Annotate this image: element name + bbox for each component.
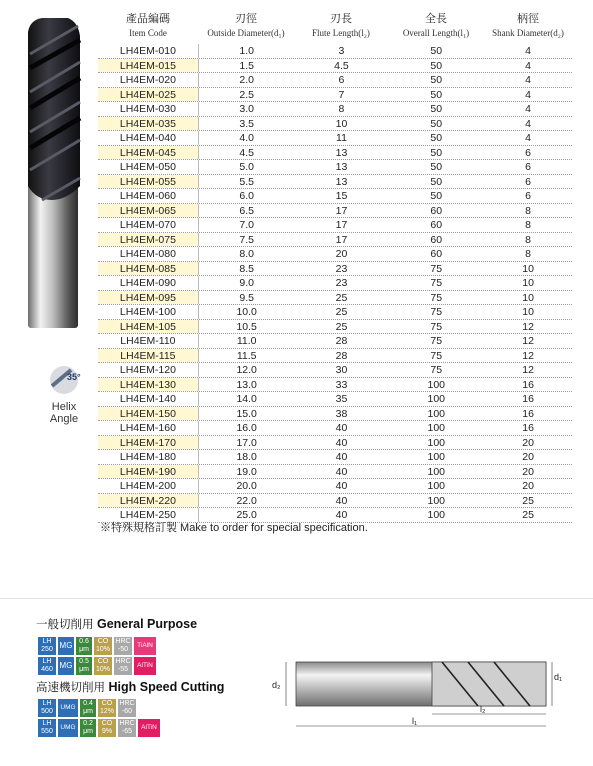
table-cell: 4	[525, 132, 531, 144]
table-cell: 30	[335, 364, 348, 376]
table-cell: 100	[427, 407, 446, 420]
grain-size-badge	[76, 657, 92, 675]
hardness-badge-text: -65	[121, 728, 133, 735]
table-cell: 17.0	[198, 436, 295, 450]
item-code-cell: LH4EM-035	[98, 117, 198, 131]
divider	[0, 598, 593, 599]
item-code-cell: LH4EM-220	[98, 494, 198, 508]
table-cell: 11.5	[198, 349, 295, 363]
table-cell: 8	[525, 204, 531, 217]
table-cell: 25	[335, 306, 348, 318]
helix-angle-value: 35°	[67, 372, 81, 382]
table-cell: 10.5	[198, 320, 295, 334]
table-header	[98, 10, 572, 44]
table-cell: 13.0	[198, 378, 295, 392]
table-cell: 60	[430, 248, 443, 260]
table-cell: 40	[335, 465, 348, 478]
item-code-cell: LH4EM-080	[98, 247, 198, 261]
table-cell: 7.0	[198, 218, 295, 232]
item-code-cell: LH4EM-150	[98, 407, 198, 421]
item-code-cell: LH4EM-170	[98, 436, 198, 450]
table-cell: 15	[335, 190, 348, 202]
table-cell: 75	[430, 335, 443, 347]
general-title-zh: 一般切削用	[36, 617, 94, 631]
l2-label: l₂	[480, 704, 486, 714]
material-badge: MG	[58, 657, 74, 675]
hardness-badge-text: -60	[121, 708, 133, 715]
cobalt-badge-text: CO	[101, 720, 113, 727]
table-row	[98, 494, 572, 509]
table-cell: 6	[525, 146, 531, 159]
table-row	[98, 262, 572, 277]
table-cell: 4.5	[334, 59, 349, 72]
table-cell: 100	[427, 422, 446, 434]
table-cell: 16	[522, 393, 534, 405]
table-cell: 75	[430, 349, 443, 362]
table-cell: 19.0	[198, 465, 295, 479]
coating-badge: AlTiN	[134, 657, 156, 675]
grain-size-badge-text: μm	[83, 728, 93, 735]
coating-badge: TiAlN	[134, 637, 156, 655]
table-row	[98, 146, 572, 161]
grain-size-badge-text: 0.6	[79, 638, 89, 645]
table-cell: 6.5	[198, 204, 295, 218]
item-code-cell: LH4EM-070	[98, 218, 198, 232]
material-badge: UMG	[58, 699, 78, 717]
table-cell: 9.0	[198, 276, 295, 290]
table-cell: 8	[525, 248, 531, 260]
header-zh: 產品編碼	[126, 13, 170, 25]
table-cell: 6.0	[198, 189, 295, 203]
table-cell: 75	[430, 364, 443, 376]
table-row	[98, 421, 572, 436]
grade-badge	[38, 657, 56, 675]
table-cell: 2.5	[198, 88, 295, 102]
table-cell: 50	[430, 190, 443, 202]
table-cell: 23	[335, 277, 348, 289]
table-cell: 25.0	[198, 508, 295, 522]
table-cell: 6	[338, 74, 345, 86]
hardness-badge-text: -55	[117, 666, 129, 673]
table-cell: 4	[525, 45, 531, 57]
table-row	[98, 407, 572, 422]
high-speed-title	[36, 679, 224, 695]
table-row	[98, 233, 572, 248]
header-en: Outside Diameter(d₁)	[207, 28, 285, 38]
item-code-cell: LH4EM-025	[98, 88, 198, 102]
grade-badge-text: 460	[41, 666, 53, 673]
grain-size-badge-text: μm	[83, 708, 93, 715]
item-code-cell: LH4EM-100	[98, 305, 198, 319]
dimension-diagram	[272, 640, 562, 736]
cobalt-badge-text: CO	[97, 638, 109, 645]
table-cell: 20.0	[198, 479, 295, 493]
item-code-cell: LH4EM-020	[98, 73, 198, 87]
table-cell: 50	[430, 146, 443, 159]
header-zh: 刃徑	[235, 13, 257, 25]
table-cell: 10	[335, 117, 348, 130]
item-code-cell: LH4EM-030	[98, 102, 198, 116]
grain-size-badge	[76, 637, 92, 655]
item-code-cell: LH4EM-090	[98, 276, 198, 290]
item-code-cell: LH4EM-180	[98, 450, 198, 464]
table-cell: 1.5	[198, 59, 295, 73]
general-badge-row	[38, 637, 156, 655]
table-cell: 3.0	[198, 102, 295, 116]
grade-badge	[38, 719, 56, 737]
table-cell: 50	[430, 59, 443, 72]
table-cell: 10	[522, 277, 534, 289]
table-cell: 100	[427, 451, 446, 463]
table-cell: 100	[427, 509, 446, 521]
table-cell: 100	[427, 378, 446, 391]
table-cell: 40	[335, 436, 348, 449]
table-cell: 60	[430, 219, 443, 231]
d1-label: d₁	[554, 672, 562, 682]
item-code-cell: LH4EM-055	[98, 175, 198, 189]
table-cell: 100	[427, 436, 446, 449]
table-row	[98, 320, 572, 335]
header-3	[388, 10, 484, 44]
cobalt-badge	[94, 657, 112, 675]
table-cell: 1.0	[198, 44, 295, 58]
table-cell: 14.0	[198, 392, 295, 406]
table-cell: 50	[430, 74, 443, 86]
table-cell: 16.0	[198, 421, 295, 435]
grade-badge-text: LH	[42, 700, 52, 707]
table-cell: 40	[335, 509, 348, 521]
helix-label-2: Angle	[49, 413, 79, 425]
table-cell: 75	[430, 262, 443, 275]
general-purpose-title	[36, 616, 197, 632]
grain-size-badge	[80, 699, 96, 717]
cobalt-badge	[98, 699, 116, 717]
hardness-badge	[114, 657, 132, 675]
highspeed-badge-row	[38, 699, 136, 717]
hardness-badge-text: HRC	[115, 638, 131, 645]
table-row	[98, 102, 572, 117]
table-cell: 7.5	[198, 233, 295, 247]
table-cell: 18.0	[198, 450, 295, 464]
item-code-cell: LH4EM-085	[98, 262, 198, 276]
hardness-badge	[114, 637, 132, 655]
table-row	[98, 88, 572, 103]
table-cell: 20	[522, 436, 534, 449]
item-code-cell: LH4EM-015	[98, 59, 198, 73]
table-cell: 5.0	[198, 160, 295, 174]
table-cell: 28	[335, 349, 348, 362]
table-cell: 28	[335, 335, 348, 347]
item-code-cell: LH4EM-130	[98, 378, 198, 392]
end-mill-image	[22, 14, 86, 332]
item-code-cell: LH4EM-040	[98, 131, 198, 145]
cobalt-badge-text: CO	[101, 700, 113, 707]
grain-size-badge-text: 0.2	[83, 720, 93, 727]
table-row	[98, 131, 572, 146]
item-code-cell: LH4EM-160	[98, 421, 198, 435]
table-cell: 23	[335, 262, 348, 275]
grain-size-badge-text: 0.4	[83, 700, 93, 707]
table-row	[98, 378, 572, 393]
table-cell: 50	[430, 45, 443, 57]
table-cell: 20	[522, 465, 534, 478]
item-code-cell: LH4EM-120	[98, 363, 198, 377]
table-row	[98, 44, 572, 59]
table-cell: 38	[335, 407, 348, 420]
item-code-cell: LH4EM-095	[98, 291, 198, 305]
table-cell: 75	[430, 277, 443, 289]
table-cell: 10	[522, 262, 534, 275]
grade-badge-text: LH	[42, 658, 52, 665]
table-cell: 17	[335, 233, 348, 246]
table-cell: 100	[427, 465, 446, 478]
table-cell: 75	[430, 291, 443, 304]
item-code-cell: LH4EM-115	[98, 349, 198, 363]
table-cell: 10	[522, 291, 534, 304]
table-cell: 3.5	[198, 117, 295, 131]
helix-angle-icon	[45, 364, 83, 396]
highspeed-title-zh: 高速機切削用	[36, 680, 105, 694]
grain-size-badge-text: μm	[79, 646, 89, 653]
cobalt-badge-text: 10%	[95, 666, 110, 673]
header-en: Flute Length(l₂)	[312, 28, 370, 38]
table-cell: 35	[335, 393, 348, 405]
grain-size-badge	[80, 719, 96, 737]
table-row	[98, 479, 572, 494]
table-cell: 13	[335, 161, 348, 173]
grade-badge	[38, 699, 56, 717]
item-code-cell: LH4EM-050	[98, 160, 198, 174]
table-cell: 33	[335, 378, 348, 391]
table-cell: 10.0	[198, 305, 295, 319]
material-badge: MG	[58, 637, 74, 655]
table-cell: 6	[525, 161, 531, 173]
item-code-cell: LH4EM-075	[98, 233, 198, 247]
table-cell: 4.5	[198, 146, 295, 160]
table-body	[98, 44, 572, 523]
table-cell: 50	[430, 175, 443, 188]
table-cell: 8.5	[198, 262, 295, 276]
table-cell: 6	[525, 190, 531, 202]
table-cell: 13	[335, 146, 348, 159]
table-cell: 16	[522, 422, 534, 434]
item-code-cell: LH4EM-190	[98, 465, 198, 479]
grain-size-badge-text: μm	[79, 666, 89, 673]
cobalt-badge-text: 12%	[99, 708, 114, 715]
general-badge-row	[38, 657, 156, 675]
table-cell: 25	[522, 494, 534, 507]
hardness-badge-text: HRC	[119, 720, 135, 727]
helix-label-1: Helix	[51, 401, 77, 413]
cobalt-badge-text: 9%	[101, 728, 113, 735]
table-cell: 10	[522, 306, 534, 318]
table-cell: 3	[338, 45, 345, 57]
header-zh: 全長	[425, 13, 447, 25]
item-code-cell: LH4EM-110	[98, 334, 198, 348]
table-cell: 50	[430, 132, 443, 144]
table-cell: 40	[335, 451, 348, 463]
table-cell: 12	[522, 335, 534, 347]
table-cell: 20	[522, 451, 534, 463]
table-cell: 11	[336, 132, 347, 144]
cobalt-badge	[98, 719, 116, 737]
table-cell: 60	[430, 204, 443, 217]
item-code-cell: LH4EM-200	[98, 479, 198, 493]
table-cell: 16	[522, 378, 534, 391]
table-row	[98, 465, 572, 480]
table-cell: 17	[335, 219, 348, 231]
grade-badge	[38, 637, 56, 655]
header-0	[98, 10, 198, 44]
grade-badge-text: LH	[42, 720, 52, 727]
table-cell: 7	[338, 88, 345, 101]
table-cell: 13	[335, 175, 348, 188]
table-cell: 4	[525, 103, 531, 115]
table-cell: 12	[522, 320, 534, 333]
table-cell: 5.5	[198, 175, 295, 189]
table-cell: 9.5	[198, 291, 295, 305]
table-cell: 22.0	[198, 494, 295, 508]
table-row	[98, 59, 572, 74]
table-cell: 50	[430, 103, 443, 115]
table-row	[98, 117, 572, 132]
item-code-cell: LH4EM-105	[98, 320, 198, 334]
helix-angle-indicator	[34, 364, 94, 425]
grade-badge-text: 500	[41, 708, 53, 715]
table-cell: 100	[427, 393, 446, 405]
header-zh: 柄徑	[517, 13, 539, 25]
table-row	[98, 218, 572, 233]
table-cell: 50	[430, 117, 443, 130]
table-cell: 2.0	[198, 73, 295, 87]
table-row	[98, 189, 572, 204]
header-1	[198, 10, 294, 44]
table-cell: 4	[525, 88, 531, 101]
table-cell: 16	[522, 407, 534, 420]
hardness-badge-text: -50	[117, 646, 129, 653]
hardness-badge	[118, 699, 136, 717]
table-row	[98, 175, 572, 190]
cobalt-badge-text: CO	[97, 658, 109, 665]
table-cell: 20	[522, 480, 534, 492]
table-cell: 25	[522, 509, 534, 521]
table-row	[98, 247, 572, 262]
table-cell: 75	[430, 320, 443, 333]
table-cell: 100	[427, 494, 446, 507]
table-row	[98, 450, 572, 465]
hardness-badge	[118, 719, 136, 737]
table-row	[98, 305, 572, 320]
table-cell: 50	[430, 161, 443, 173]
item-code-cell: LH4EM-250	[98, 508, 198, 522]
grade-badge-text: 550	[41, 728, 53, 735]
table-cell: 8	[525, 233, 531, 246]
highspeed-title-en: High Speed Cutting	[108, 680, 225, 694]
table-cell: 12.0	[198, 363, 295, 377]
general-title-en: General Purpose	[96, 617, 198, 631]
table-cell: 100	[427, 480, 446, 492]
d2-label: d₂	[272, 680, 281, 690]
material-badge: UMG	[58, 719, 78, 737]
table-row	[98, 436, 572, 451]
table-cell: 11.0	[198, 334, 295, 348]
table-row	[98, 349, 572, 364]
table-cell: 15.0	[198, 407, 295, 421]
table-cell: 6	[525, 175, 531, 188]
header-en: Overall Length(l₁)	[402, 28, 470, 38]
special-order-note: ※特殊規格訂製 Make to order for special specification.	[100, 522, 368, 534]
highspeed-badge-row	[38, 719, 160, 737]
grade-badge-text: LH	[42, 638, 52, 645]
table-row	[98, 276, 572, 291]
table-cell: 20	[335, 248, 348, 260]
hardness-badge-text: HRC	[119, 700, 135, 707]
header-2	[294, 10, 388, 44]
header-zh: 刃長	[330, 13, 352, 25]
table-cell: 25	[335, 291, 348, 304]
table-cell: 25	[335, 320, 348, 333]
table-cell: 60	[430, 233, 443, 246]
item-code-cell: LH4EM-060	[98, 189, 198, 203]
item-code-cell: LH4EM-065	[98, 204, 198, 218]
table-cell: 40	[335, 422, 348, 434]
cobalt-badge-text: 10%	[95, 646, 110, 653]
table-cell: 8.0	[198, 247, 295, 261]
grade-badge-text: 250	[41, 646, 53, 653]
coating-badge: AlTiN	[138, 719, 160, 737]
table-cell: 12	[522, 349, 534, 362]
item-code-cell: LH4EM-140	[98, 392, 198, 406]
table-row	[98, 204, 572, 219]
table-cell: 4	[525, 74, 531, 86]
table-cell: 40	[335, 480, 348, 492]
table-cell: 75	[430, 306, 443, 318]
header-en: Shank Diameter(d₂)	[492, 28, 564, 38]
table-cell: 8	[525, 219, 531, 231]
hardness-badge-text: HRC	[115, 658, 131, 665]
cobalt-badge	[94, 637, 112, 655]
table-cell: 12	[522, 364, 534, 376]
item-code-cell: LH4EM-010	[98, 44, 198, 58]
grain-size-badge-text: 0.5	[79, 658, 89, 665]
table-cell: 4	[525, 59, 531, 72]
table-cell: 40	[335, 494, 348, 507]
table-cell: 4	[525, 117, 531, 130]
table-row	[98, 363, 572, 378]
item-code-cell: LH4EM-045	[98, 146, 198, 160]
l1-label: l₁	[412, 716, 418, 726]
table-row	[98, 334, 572, 349]
table-cell: 4.0	[198, 131, 295, 145]
spec-table	[98, 10, 572, 523]
table-row	[98, 160, 572, 175]
table-row	[98, 291, 572, 306]
table-cell: 17	[335, 204, 348, 217]
table-cell: 8	[338, 103, 345, 115]
table-row	[98, 73, 572, 88]
header-en: Item Code	[129, 28, 167, 38]
table-row	[98, 392, 572, 407]
header-4	[484, 10, 572, 44]
table-cell: 50	[430, 88, 443, 101]
